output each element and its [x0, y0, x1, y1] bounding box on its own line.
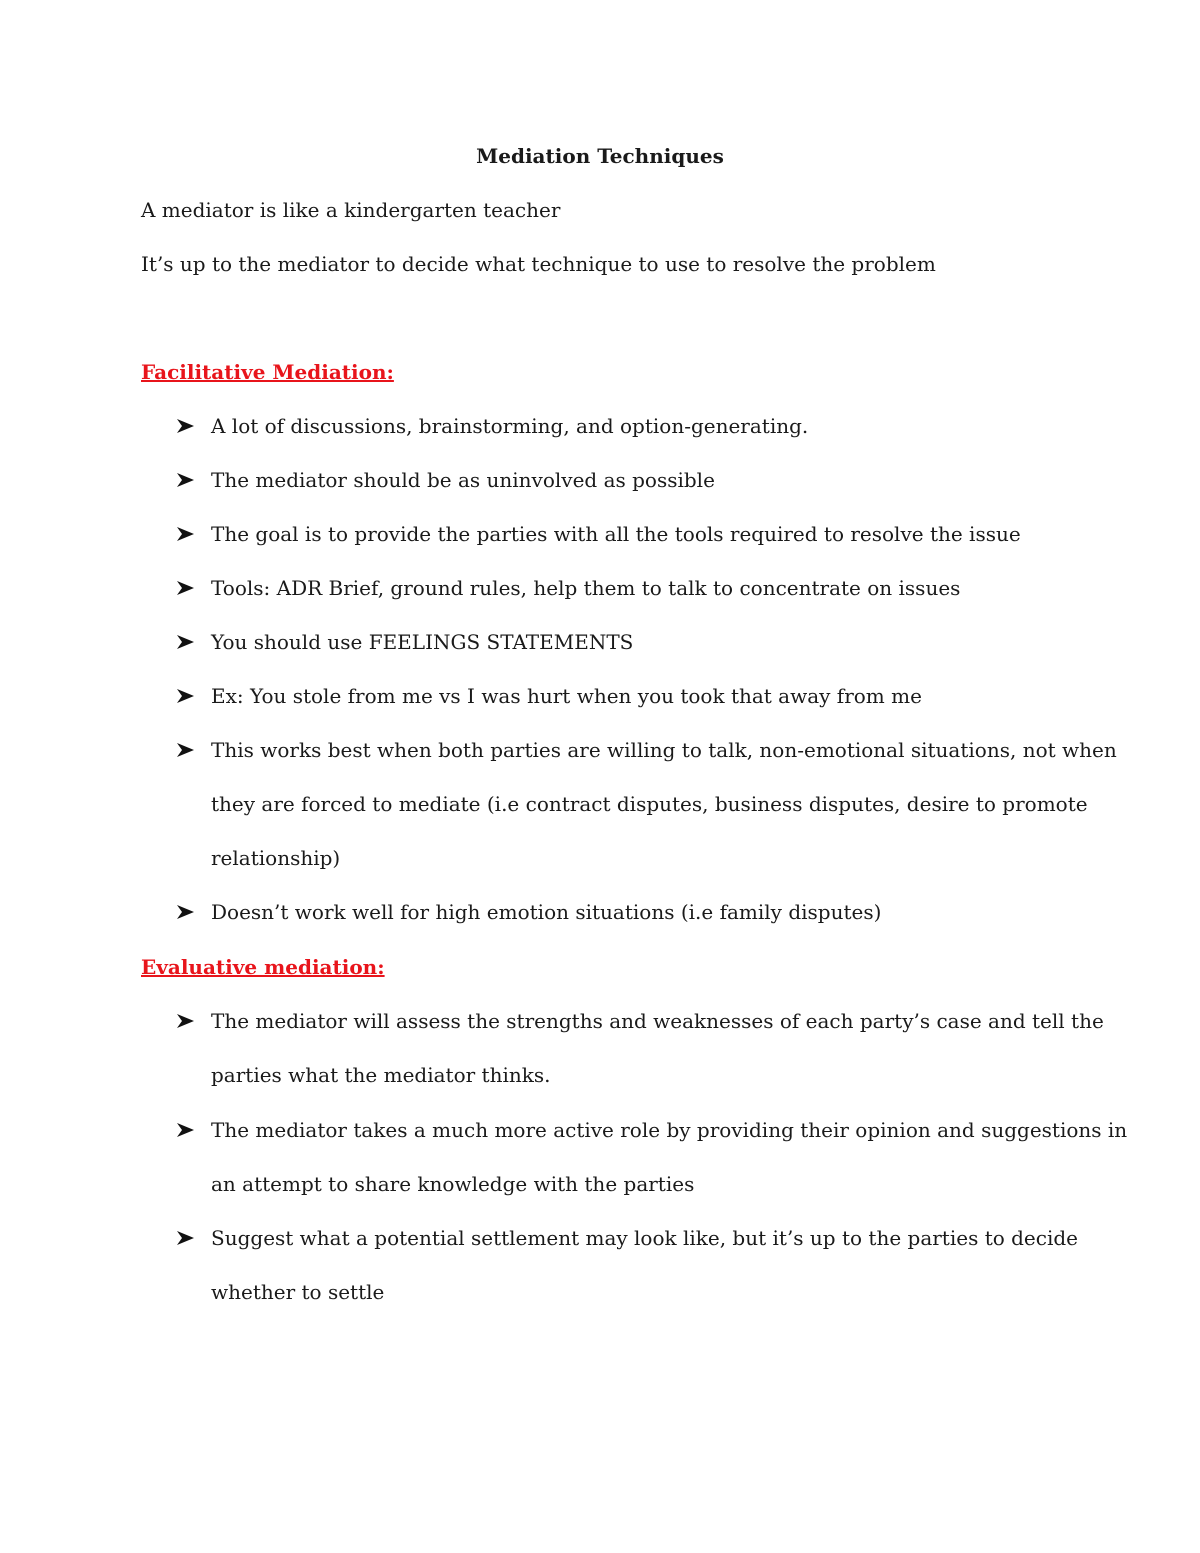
- section-heading-facilitative: Facilitative Mediation:: [141, 360, 394, 384]
- list-item: Doesn’t work well for high emotion situations (i.e family disputes): [211, 900, 882, 924]
- list-item: Ex: You stole from me vs I was hurt when you took that away from me: [211, 684, 922, 708]
- list-item: The goal is to provide the parties with all the tools required to resolve the issue: [211, 522, 1021, 546]
- arrowhead-bullet-icon: [176, 573, 206, 603]
- intro-line: A mediator is like a kindergarten teacher: [141, 198, 561, 222]
- list-item: The mediator should be as uninvolved as possible: [211, 468, 715, 492]
- arrowhead-bullet-icon: [176, 681, 206, 711]
- page-title: Mediation Techniques: [476, 144, 724, 168]
- intro-line: It’s up to the mediator to decide what technique to use to resolve the problem: [141, 252, 936, 276]
- list-item: You should use FEELINGS STATEMENTS: [211, 630, 634, 654]
- list-item: Tools: ADR Brief, ground rules, help them to talk to concentrate on issues: [211, 576, 961, 600]
- list-item-continuation: relationship): [211, 846, 341, 870]
- arrowhead-bullet-icon: [176, 897, 206, 927]
- list-item: This works best when both parties are willing to talk, non-emotional situations, not when: [211, 738, 1117, 762]
- arrowhead-bullet-icon: [176, 1115, 206, 1145]
- arrowhead-bullet-icon: [176, 735, 206, 765]
- section-heading-evaluative: Evaluative mediation:: [141, 955, 385, 979]
- arrowhead-bullet-icon: [176, 1006, 206, 1036]
- arrowhead-bullet-icon: [176, 411, 206, 441]
- arrowhead-bullet-icon: [176, 519, 206, 549]
- list-item: Suggest what a potential settlement may look like, but it’s up to the parties to decide: [211, 1226, 1079, 1250]
- list-item: A lot of discussions, brainstorming, and option-generating.: [211, 414, 809, 438]
- list-item-continuation: an attempt to share knowledge with the parties: [211, 1172, 695, 1196]
- list-item-continuation: whether to settle: [211, 1280, 385, 1304]
- arrowhead-bullet-icon: [176, 465, 206, 495]
- list-item-continuation: parties what the mediator thinks.: [211, 1063, 551, 1087]
- arrowhead-bullet-icon: [176, 627, 206, 657]
- list-item: The mediator takes a much more active role by providing their opinion and suggestions in: [211, 1118, 1128, 1142]
- list-item: The mediator will assess the strengths and weaknesses of each party’s case and tell the: [211, 1009, 1104, 1033]
- list-item-continuation: they are forced to mediate (i.e contract disputes, business disputes, desire to promote: [211, 792, 1088, 816]
- arrowhead-bullet-icon: [176, 1223, 206, 1253]
